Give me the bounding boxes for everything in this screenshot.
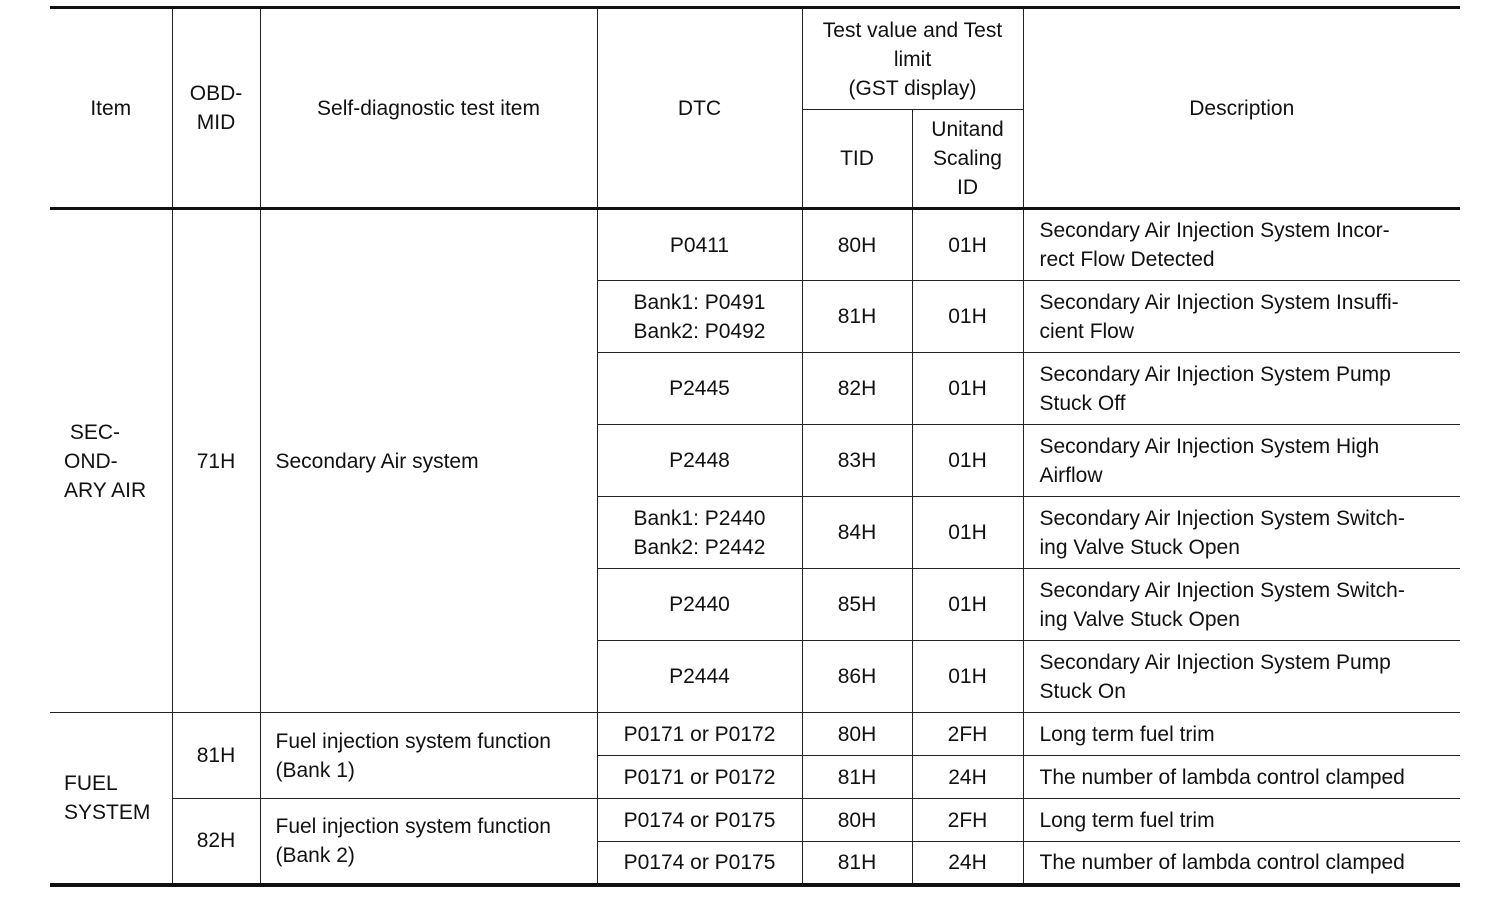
description-cell (1023, 497, 1460, 569)
header-dtc: DTC (597, 8, 802, 209)
description-line: Secondary Air Injection System High (1039, 434, 1380, 458)
description-cell (1023, 425, 1460, 497)
table-row (50, 799, 1460, 842)
dtc-cell: P0171 or P0172 (597, 756, 802, 799)
header-unit-line: Scaling (933, 147, 1002, 170)
description-line: Secondary Air Injection System Pump (1039, 650, 1391, 674)
test-item-line: (Bank 2) (275, 843, 355, 867)
description-cell: The number of lambda control clamped (1023, 756, 1460, 799)
test-item-line: (Bank 1) (275, 758, 355, 782)
header-test-value (802, 8, 1023, 110)
item-line: SYSTEM (64, 800, 151, 824)
dtc-cell: P0411 (597, 209, 802, 281)
dtc-cell: P2440 (597, 569, 802, 641)
test-item-line: Fuel injection system function (275, 729, 551, 753)
header-test-value-line: Test value and Test (822, 18, 1003, 42)
dtc-cell (597, 497, 802, 569)
header-description: Description (1023, 8, 1460, 209)
dtc-line: Bank2: P2442 (633, 535, 766, 559)
description-line: Secondary Air Injection System Insuffi- (1039, 290, 1399, 314)
tid-cell: 80H (802, 209, 912, 281)
header-unit-line: ID (957, 176, 978, 199)
header-obd-mid (172, 8, 260, 209)
obd-mid-cell: 82H (172, 799, 260, 885)
dtc-cell: P0171 or P0172 (597, 713, 802, 756)
description-cell: The number of lambda control clamped (1023, 842, 1460, 885)
description-line: ing Valve Stuck Open (1039, 535, 1240, 559)
test-item-cell (260, 713, 597, 799)
table-row (50, 209, 1460, 281)
description-cell: Long term fuel trim (1023, 799, 1460, 842)
dtc-cell (597, 281, 802, 353)
dtc-line: Bank1: P2440 (633, 506, 766, 530)
tid-cell: 81H (802, 842, 912, 885)
header-row-1 (50, 8, 1460, 110)
unit-cell: 01H (912, 425, 1023, 497)
dtc-cell: P0174 or P0175 (597, 799, 802, 842)
item-line: ARY AIR (64, 478, 147, 502)
dtc-line: Bank1: P0491 (633, 290, 766, 314)
header-unit-line: Unitand (931, 118, 1004, 141)
unit-cell: 2FH (912, 713, 1023, 756)
unit-cell: 01H (912, 497, 1023, 569)
description-line: Airflow (1039, 463, 1103, 487)
test-item-line: Fuel injection system function (275, 814, 551, 838)
tid-cell: 80H (802, 713, 912, 756)
header-tid: TID (802, 110, 912, 209)
description-cell (1023, 209, 1460, 281)
description-line: cient Flow (1039, 319, 1135, 343)
header-self-diagnostic-test-item: Self-diagnostic test item (260, 8, 597, 209)
unit-cell: 01H (912, 209, 1023, 281)
table-row (50, 713, 1460, 756)
obd-mid-cell: 81H (172, 713, 260, 799)
tid-cell: 83H (802, 425, 912, 497)
description-line: rect Flow Detected (1039, 248, 1215, 271)
item-line: SEC- (64, 420, 121, 444)
tid-cell: 80H (802, 799, 912, 842)
item-fuel-system (50, 713, 172, 885)
description-line: Stuck On (1039, 679, 1126, 703)
unit-cell: 01H (912, 641, 1023, 713)
obd-test-table (50, 6, 1460, 887)
unit-cell: 01H (912, 353, 1023, 425)
description-line: Secondary Air Injection System Incor- (1039, 219, 1390, 242)
dtc-line: Bank2: P0492 (633, 319, 766, 343)
dtc-cell: P2444 (597, 641, 802, 713)
unit-cell: 24H (912, 756, 1023, 799)
description-cell (1023, 353, 1460, 425)
item-line: FUEL (64, 771, 118, 795)
header-unit-scaling-id (912, 110, 1023, 209)
tid-cell: 81H (802, 756, 912, 799)
unit-cell: 01H (912, 281, 1023, 353)
dtc-cell: P2445 (597, 353, 802, 425)
description-line: Secondary Air Injection System Switch- (1039, 506, 1405, 530)
description-cell (1023, 569, 1460, 641)
header-obd-mid-line: OBD- (189, 82, 243, 105)
item-line: OND- (64, 449, 118, 473)
description-line: Stuck Off (1039, 391, 1126, 415)
header-obd-mid-line: MID (196, 111, 236, 134)
dtc-cell: P0174 or P0175 (597, 842, 802, 885)
header-test-value-line: (GST display) (848, 76, 977, 100)
unit-cell: 24H (912, 842, 1023, 885)
description-line: ing Valve Stuck Open (1039, 607, 1240, 631)
description-cell (1023, 281, 1460, 353)
test-item-cell (260, 799, 597, 885)
tid-cell: 81H (802, 281, 912, 353)
header-test-value-line: limit (893, 47, 932, 71)
obd-mid-cell: 71H (172, 209, 260, 713)
unit-cell: 2FH (912, 799, 1023, 842)
unit-cell: 01H (912, 569, 1023, 641)
item-secondary-air (50, 209, 172, 713)
header-item: Item (50, 8, 172, 209)
description-cell (1023, 641, 1460, 713)
tid-cell: 86H (802, 641, 912, 713)
tid-cell: 84H (802, 497, 912, 569)
dtc-cell: P2448 (597, 425, 802, 497)
description-line: Secondary Air Injection System Switch- (1039, 578, 1405, 602)
tid-cell: 82H (802, 353, 912, 425)
tid-cell: 85H (802, 569, 912, 641)
description-line: Secondary Air Injection System Pump (1039, 362, 1391, 386)
test-item-cell: Secondary Air system (260, 209, 597, 713)
description-cell: Long term fuel trim (1023, 713, 1460, 756)
